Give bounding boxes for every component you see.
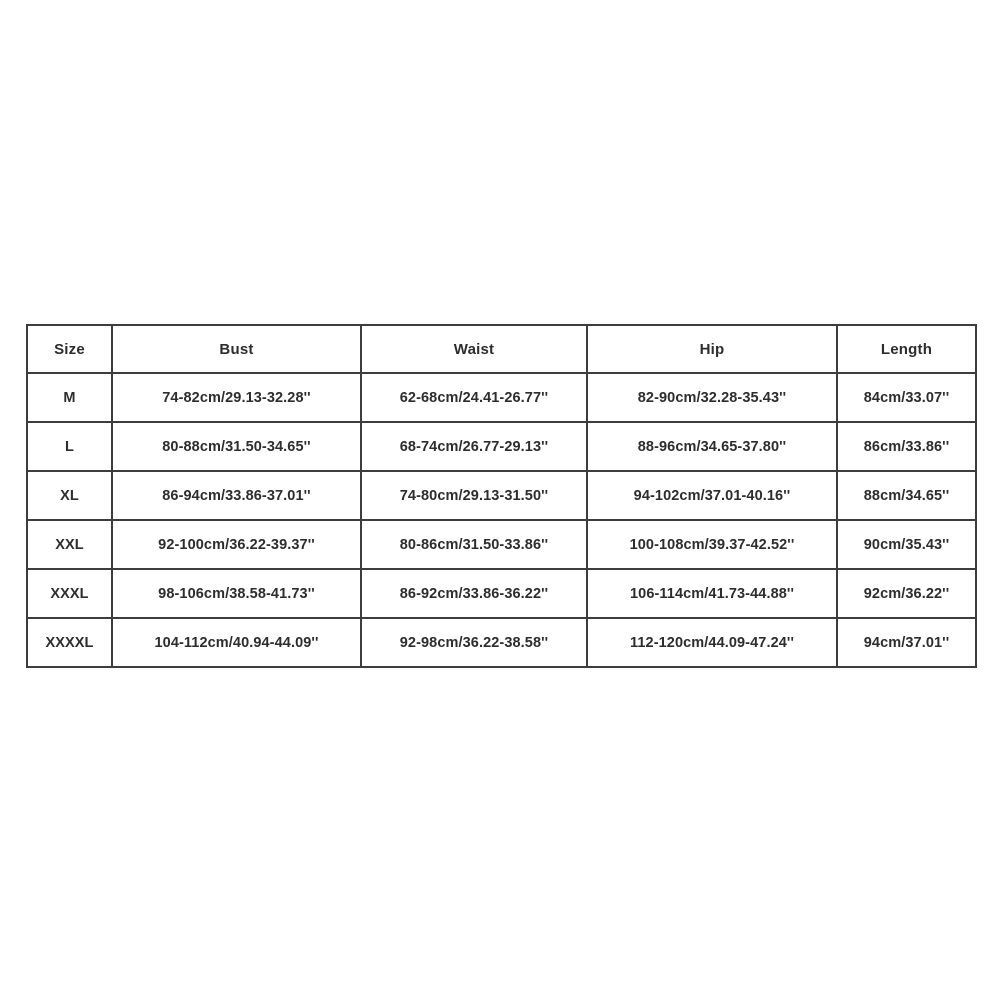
table-row-xl [27, 471, 976, 520]
table-row-l [27, 422, 976, 471]
size-chart-body [27, 373, 976, 667]
cell-xl-length: 88cm/34.65'' [837, 471, 976, 520]
cell-xxxl-waist: 86-92cm/33.86-36.22'' [361, 569, 587, 618]
column-header-bust: Bust [112, 325, 361, 373]
column-header-waist: Waist [361, 325, 587, 373]
header-row [27, 325, 976, 373]
cell-xl-waist: 74-80cm/29.13-31.50'' [361, 471, 587, 520]
cell-xxxxl-waist: 92-98cm/36.22-38.58'' [361, 618, 587, 667]
cell-l-bust: 80-88cm/31.50-34.65'' [112, 422, 361, 471]
size-chart-table [26, 324, 977, 668]
column-header-length: Length [837, 325, 976, 373]
cell-l-waist: 68-74cm/26.77-29.13'' [361, 422, 587, 471]
cell-xxl-waist: 80-86cm/31.50-33.86'' [361, 520, 587, 569]
column-header-size: Size [27, 325, 112, 373]
cell-l-size: L [27, 422, 112, 471]
cell-xxxl-size: XXXL [27, 569, 112, 618]
cell-xxxl-length: 92cm/36.22'' [837, 569, 976, 618]
cell-l-hip: 88-96cm/34.65-37.80'' [587, 422, 837, 471]
cell-xl-size: XL [27, 471, 112, 520]
cell-m-bust: 74-82cm/29.13-32.28'' [112, 373, 361, 422]
cell-xl-hip: 94-102cm/37.01-40.16'' [587, 471, 837, 520]
cell-xxxxl-hip: 112-120cm/44.09-47.24'' [587, 618, 837, 667]
cell-m-waist: 62-68cm/24.41-26.77'' [361, 373, 587, 422]
cell-xxl-hip: 100-108cm/39.37-42.52'' [587, 520, 837, 569]
cell-m-size: M [27, 373, 112, 422]
cell-m-length: 84cm/33.07'' [837, 373, 976, 422]
size-chart-header [27, 325, 976, 373]
cell-xxxxl-size: XXXXL [27, 618, 112, 667]
cell-xxl-bust: 92-100cm/36.22-39.37'' [112, 520, 361, 569]
cell-xxxl-bust: 98-106cm/38.58-41.73'' [112, 569, 361, 618]
table-row-m [27, 373, 976, 422]
cell-xxl-size: XXL [27, 520, 112, 569]
table-row-xxxl [27, 569, 976, 618]
cell-l-length: 86cm/33.86'' [837, 422, 976, 471]
cell-xxxxl-bust: 104-112cm/40.94-44.09'' [112, 618, 361, 667]
cell-xxxxl-length: 94cm/37.01'' [837, 618, 976, 667]
cell-m-hip: 82-90cm/32.28-35.43'' [587, 373, 837, 422]
cell-xl-bust: 86-94cm/33.86-37.01'' [112, 471, 361, 520]
column-header-hip: Hip [587, 325, 837, 373]
table-row-xxl [27, 520, 976, 569]
cell-xxl-length: 90cm/35.43'' [837, 520, 976, 569]
table-row-xxxxl [27, 618, 976, 667]
cell-xxxl-hip: 106-114cm/41.73-44.88'' [587, 569, 837, 618]
